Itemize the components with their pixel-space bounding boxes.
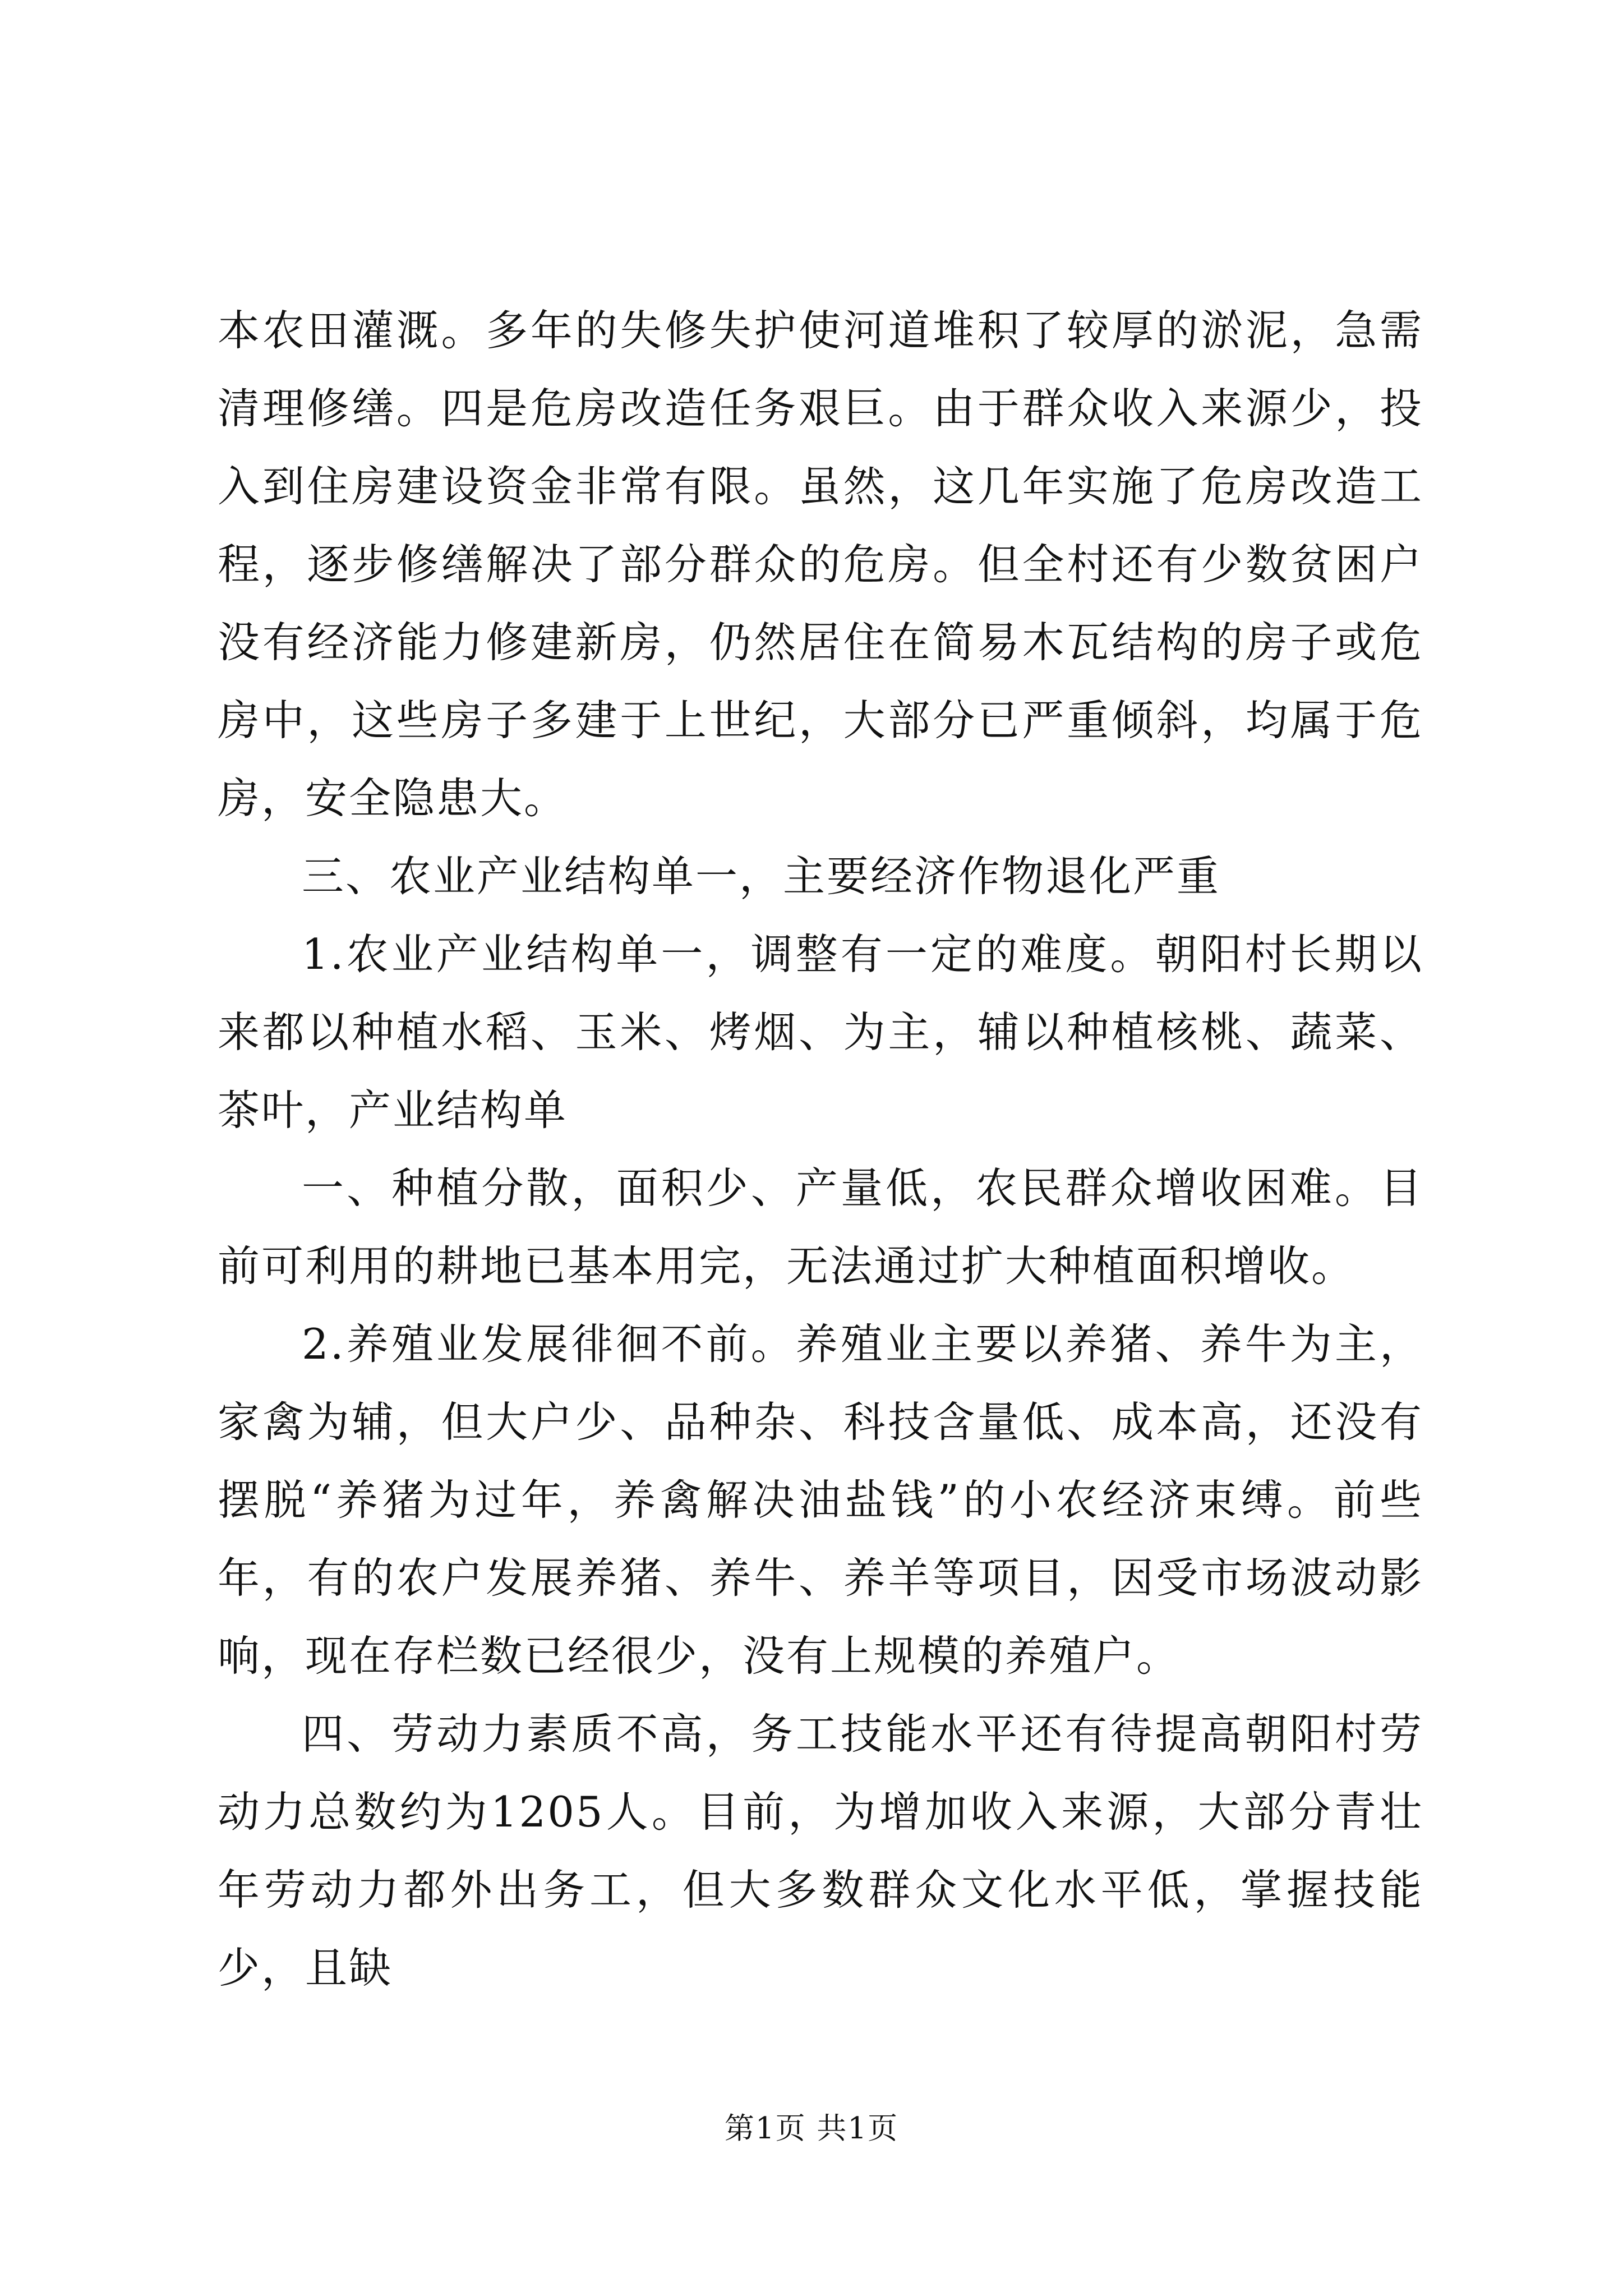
paragraph-planting: 一、种植分散，面积少、产量低，农民群众增收困难。目前可利用的耕地已基本用完，无法通过扩大种植面积增收。 (218, 1163, 1423, 1291)
paragraph-housing: 本农田灌溉。多年的失修失护使河道堆积了较厚的淤泥，急需清理修缮。四是危房改造任务艰巨。由于群众收入来源少，投入到住房建设资金非常有限。虽然，这几年实施了危房改造工程，逐步修缮解决了部分群众的危房。但全村还有少数贫困户没有经济能力修建新房，仍然居住在简易木瓦结构的房子或危房中，这些房子多建于上世纪，大部分已严重倾斜，均属于危房，安全隐患大。 (218, 306, 1423, 823)
page-number-footer: 第1页 共1页 (724, 2111, 899, 2146)
paragraph-livestock: 2.养殖业发展徘徊不前。养殖业主要以养猪、养牛为主，家禽为辅，但大户少、品种杂、科技含量低、成本高，还没有摆脱“养猪为过年，养禽解决油盐钱”的小农经济束缚。前些年，有的农户发展养猪、养牛、养羊等项目，因受市场波动影响，现在存栏数已经很少，没有上规模的养殖户。 (218, 1319, 1423, 1681)
document-body (218, 292, 1423, 2007)
paragraph-labor: 四、劳动力素质不高，务工技能水平还有待提高朝阳村劳动力总数约为1205人。目前，为增加收入来源，大部分青壮年劳动力都外出务工，但大多数群众文化水平低，掌握技能少，且缺 (218, 1709, 1423, 1993)
paragraph-industry-structure: 1.农业产业结构单一，调整有一定的难度。朝阳村长期以来都以种植水稻、玉米、烤烟、为主，辅以种植核桃、蔬菜、茶叶，产业结构单 (218, 930, 1423, 1135)
section-heading-agriculture: 三、农业产业结构单一，主要经济作物退化严重 (302, 852, 1221, 901)
